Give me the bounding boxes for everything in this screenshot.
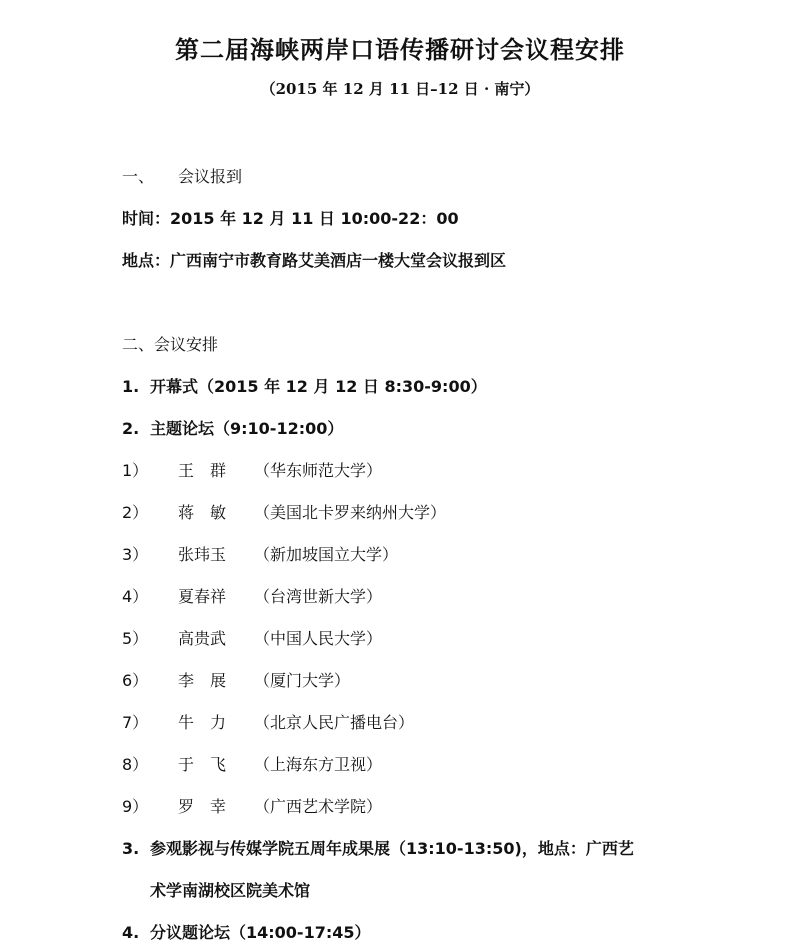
registration-time: 时间：2015 年 12 月 11 日 10:00-22：00 — [122, 209, 459, 228]
speaker-affiliation: （华东师范大学） — [254, 461, 383, 480]
agenda-item-number: 3. — [122, 839, 140, 858]
speaker-name: 张玮玉 — [178, 545, 227, 564]
speaker-affiliation: （厦门大学） — [254, 671, 351, 690]
registration-place: 地点：广西南宁市教育路艾美酒店一楼大堂会议报到区 — [122, 251, 507, 270]
document-subtitle: （2015 年 12 月 11 日–12 日 · 南宁） — [260, 80, 540, 98]
speaker-affiliation: （新加坡国立大学） — [254, 545, 399, 564]
speaker-index: 8） — [122, 755, 149, 774]
speaker-index: 2） — [122, 503, 149, 522]
speaker-name: 夏春祥 — [178, 587, 227, 606]
agenda-item-number: 2. — [122, 419, 140, 438]
speaker-affiliation: （广西艺术学院） — [254, 797, 383, 816]
speaker-affiliation: （中国人民大学） — [254, 629, 383, 648]
section-1-label: 会议报到 — [178, 167, 243, 186]
agenda-item-exhibition-continued: 术学南湖校区院美术馆 — [150, 881, 311, 900]
speaker-name: 王 群 — [178, 461, 227, 480]
speaker-index: 3） — [122, 545, 149, 564]
agenda-item-text: 开幕式（2015 年 12 月 12 日 8:30-9:00） — [150, 377, 487, 396]
speaker-name: 罗 幸 — [178, 797, 227, 816]
agenda-item-text: 分议题论坛（14:00-17:45） — [150, 923, 371, 942]
speaker-affiliation: （美国北卡罗来纳州大学） — [254, 503, 447, 522]
speaker-index: 7） — [122, 713, 149, 732]
speaker-index: 1） — [122, 461, 149, 480]
section-2-heading: 二、会议安排 — [122, 335, 219, 354]
section-1-number: 一、 — [122, 167, 155, 186]
speaker-index: 6） — [122, 671, 149, 690]
agenda-item-number: 1. — [122, 377, 140, 396]
speaker-affiliation: （台湾世新大学） — [254, 587, 383, 606]
speaker-affiliation: （上海东方卫视） — [254, 755, 383, 774]
section-1-heading — [122, 164, 242, 187]
agenda-item-sub-forums — [122, 920, 371, 943]
speaker-name: 牛 力 — [178, 713, 227, 732]
agenda-item-text: 主题论坛（9:10-12:00） — [150, 419, 344, 438]
speaker-affiliation: （北京人民广播电台） — [254, 713, 415, 732]
agenda-item-number: 4. — [122, 923, 140, 942]
speaker-name: 于 飞 — [178, 755, 227, 774]
agenda-item-keynote-forum — [122, 416, 343, 439]
speaker-index: 4） — [122, 587, 149, 606]
speaker-index: 9） — [122, 797, 149, 816]
speaker-name: 李 展 — [178, 671, 227, 690]
agenda-item-exhibition — [122, 836, 634, 859]
agenda-item-opening — [122, 374, 487, 397]
speaker-name: 蒋 敏 — [178, 503, 227, 522]
agenda-item-text: 参观影视与传媒学院五周年成果展（13:10-13:50)，地点：广西艺 — [150, 839, 634, 858]
speaker-name: 高贵武 — [178, 629, 227, 648]
document-title: 第二届海峡两岸口语传播研讨会议程安排 — [175, 35, 625, 64]
speaker-index: 5） — [122, 629, 149, 648]
